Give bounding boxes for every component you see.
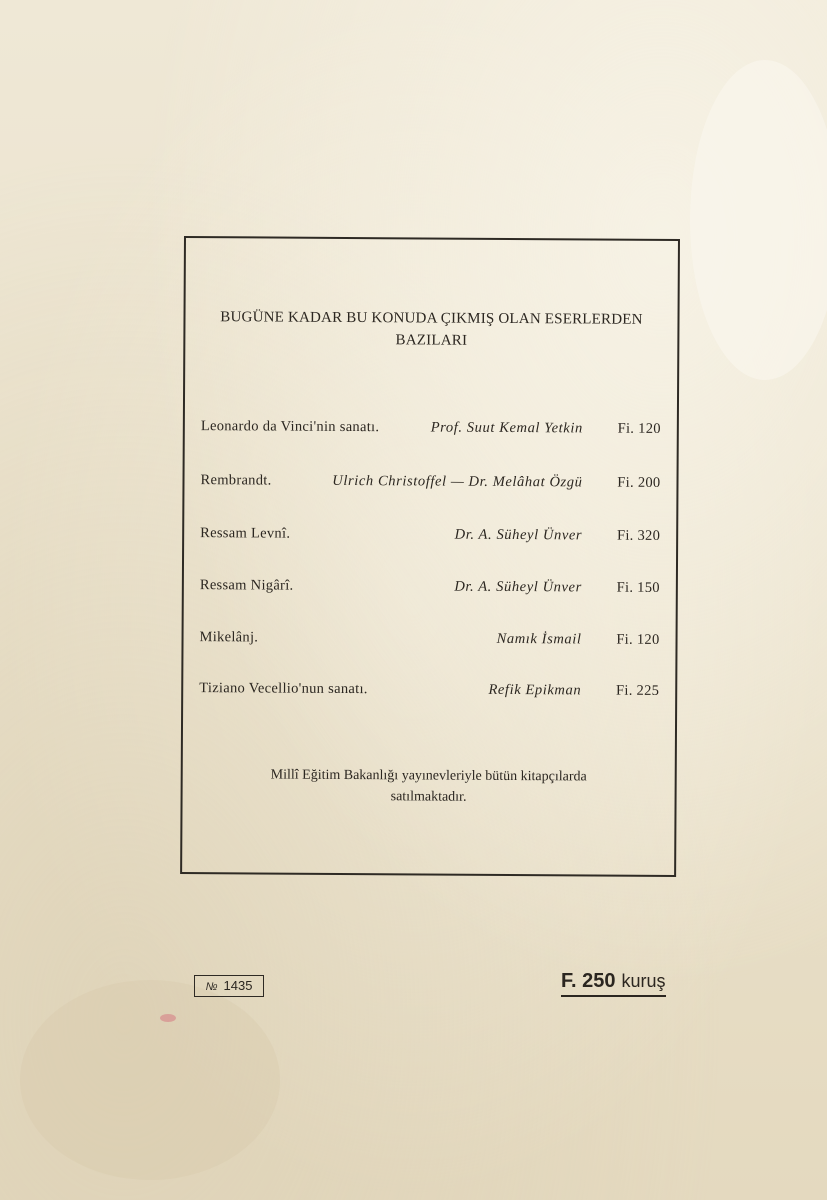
heading-line-1: BUGÜNE KADAR BU KONUDA ÇIKMIŞ OLAN ESERLERDEN	[220, 309, 643, 328]
book-price: Fi. 120	[617, 420, 661, 437]
book-row	[200, 577, 660, 602]
book-list-box	[180, 236, 680, 877]
book-author: Dr. A. Süheyl Ünver	[454, 578, 582, 596]
book-author: Ulrich Christoffel — Dr. Melâhat Özgü	[332, 472, 583, 491]
book-author: Dr. A. Süheyl Ünver	[454, 526, 583, 544]
book-row	[200, 525, 660, 550]
book-title: Ressam Levnî.	[200, 525, 291, 542]
book-price: Fi. 200	[617, 474, 661, 491]
catalog-number-box	[194, 975, 264, 997]
book-price: Fi. 150	[616, 579, 660, 596]
book-title: Ressam Nigârî.	[199, 577, 294, 594]
book-price: Fi. 225	[615, 682, 660, 699]
book-title: Leonardo da Vinci'nin sanatı.	[200, 418, 380, 436]
paper-stain	[690, 60, 827, 380]
book-row	[199, 629, 659, 654]
box-heading	[185, 306, 677, 353]
note-line-2: satılmaktadır.	[390, 789, 467, 805]
availability-note	[183, 764, 675, 809]
paper-stain	[160, 1014, 176, 1022]
book-row	[201, 418, 661, 443]
number-sign: №	[205, 981, 218, 993]
cover-price	[561, 970, 666, 997]
book-price: Fi. 120	[616, 631, 660, 648]
price-amount: F. 250	[561, 970, 616, 992]
note-line-1: Millî Eğitim Bakanlığı yayınevleriyle bütün kitapçılarda	[270, 767, 587, 785]
price-unit: kuruş	[621, 971, 666, 991]
book-price: Fi. 320	[616, 527, 661, 544]
book-title: Rembrandt.	[200, 472, 272, 489]
paper-stain	[20, 980, 280, 1180]
book-author: Namık İsmail	[496, 630, 582, 648]
book-row	[200, 472, 660, 497]
book-title: Tiziano Vecellio'nun sanatı.	[199, 680, 368, 698]
book-title: Mikelânj.	[199, 629, 259, 646]
book-row	[199, 680, 659, 705]
heading-line-2: BAZILARI	[395, 332, 468, 349]
book-author: Refik Epikman	[488, 681, 582, 699]
catalog-number: 1435	[223, 978, 253, 993]
book-author: Prof. Suut Kemal Yetkin	[430, 419, 583, 437]
